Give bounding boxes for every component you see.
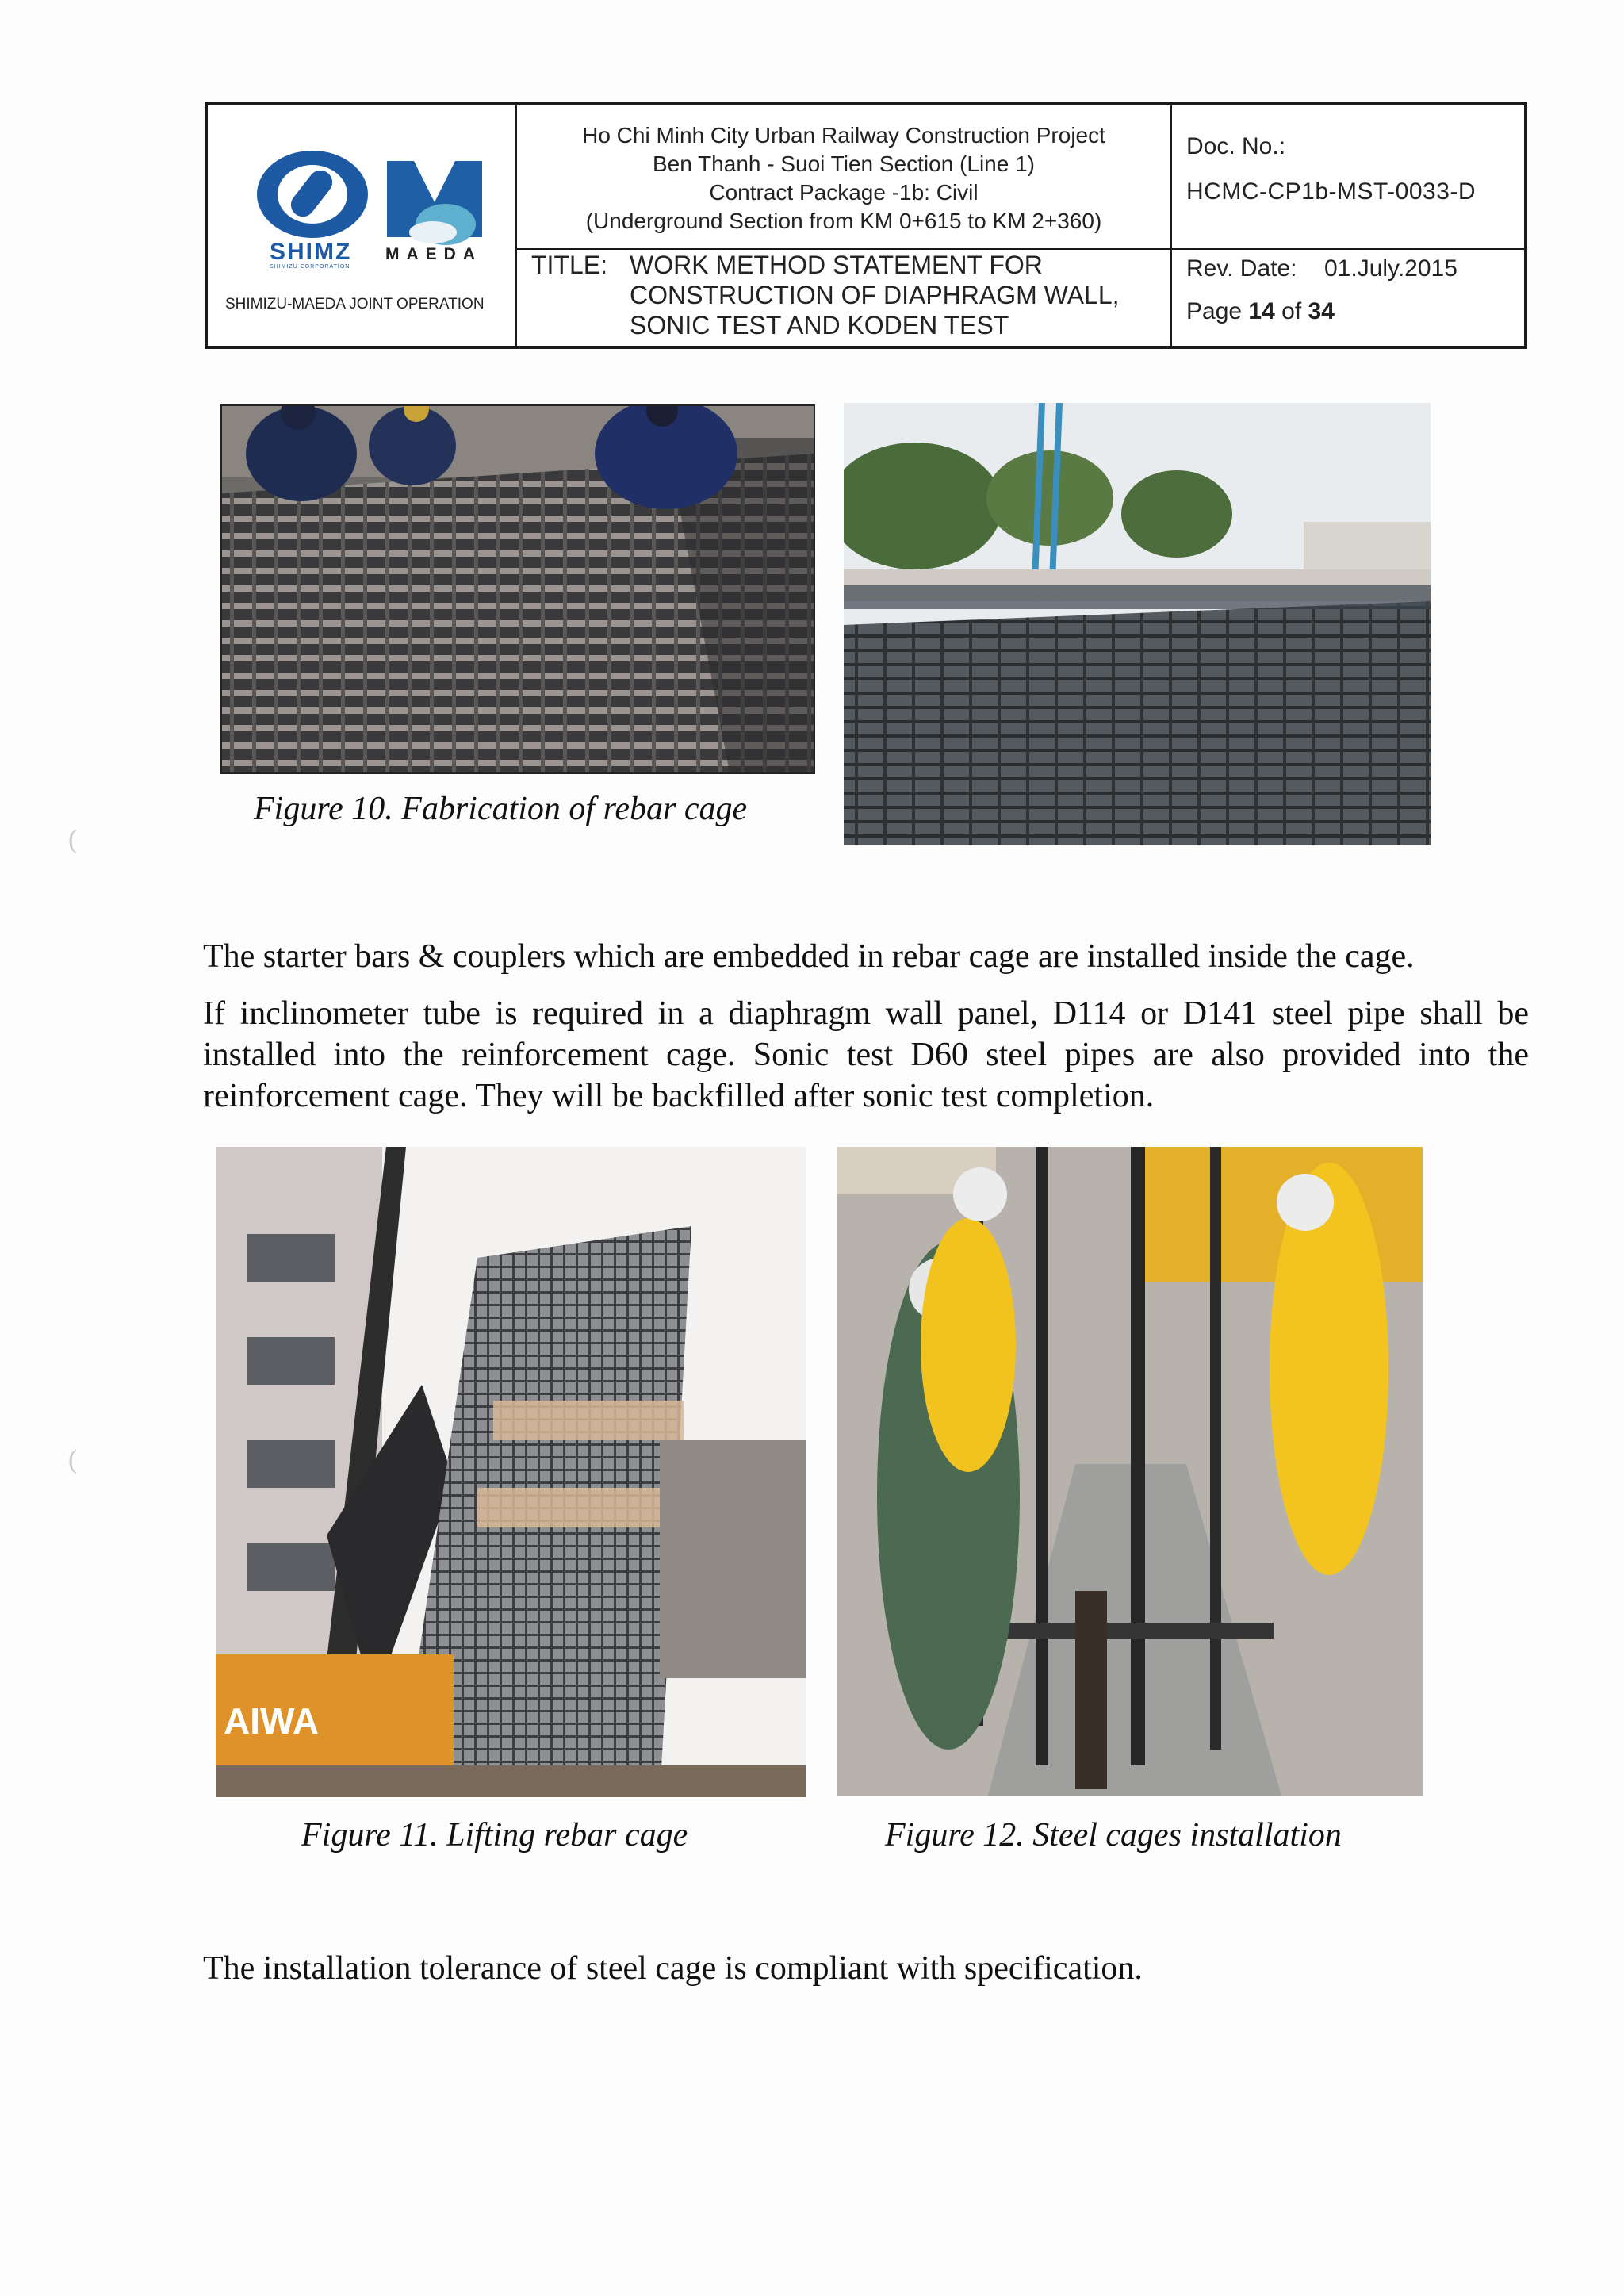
project-line: Ben Thanh - Suoi Tien Section (Line 1) xyxy=(652,151,1035,176)
title-line: WORK METHOD STATEMENT FOR xyxy=(630,251,1043,279)
revision-cell xyxy=(1172,250,1524,346)
page-of: of xyxy=(1281,298,1302,324)
doc-number-label: Doc. No.: xyxy=(1186,133,1286,159)
rev-date-value: 01.July.2015 xyxy=(1324,255,1457,282)
doc-number-value: HCMC-CP1b-MST-0033-D xyxy=(1186,178,1477,205)
logo-cell xyxy=(208,105,515,346)
scan-mark: ( xyxy=(68,1445,78,1474)
crane-label: AIWA xyxy=(224,1700,320,1742)
document-title xyxy=(630,250,1120,340)
shimizu-subtext: SHIMIZU CORPORATION xyxy=(270,264,350,270)
project-line: (Underground Section from KM 0+615 to KM 2+360) xyxy=(585,209,1102,233)
paragraph-inclinometer: If inclinometer tube is required in a diaphragm wall panel, D114 or D141 steel pipe shall be installed into the reinforcement cage. Sonic test D60 steel pipes are also provided into the reinforcement cage. They will be backfilled after sonic test completion. xyxy=(203,995,1529,1114)
page-current: 14 xyxy=(1248,298,1275,324)
project-line: Ho Chi Minh City Urban Railway Construction Project xyxy=(582,123,1105,148)
figure-10-caption: Figure 10. Fabrication of rebar cage xyxy=(254,791,748,827)
doc-number-cell xyxy=(1172,105,1524,248)
project-line: Contract Package -1b: Civil xyxy=(709,180,979,205)
page-number xyxy=(1186,298,1335,325)
scan-mark: ( xyxy=(68,825,78,854)
paragraph-installation-tolerance: The installation tolerance of steel cage is compliant with specification. xyxy=(203,1950,1143,1987)
title-label: TITLE: xyxy=(531,251,608,279)
page-total: 34 xyxy=(1308,298,1335,324)
lifting-rebar-cage-photo xyxy=(216,1147,806,1797)
rebar-cage-fabrication-photo-1 xyxy=(220,404,815,774)
joint-operation-name: SHIMIZU-MAEDA JOINT OPERATION xyxy=(225,296,485,312)
figure-12-caption: Figure 12. Steel cages installation xyxy=(885,1817,1342,1853)
maeda-logo-icon xyxy=(387,156,482,259)
maeda-wordmark: MAEDA xyxy=(385,245,482,263)
figure-11-caption: Figure 11. Lifting rebar cage xyxy=(301,1817,688,1853)
paragraph-starter-bars: The starter bars & couplers which are embedded in rebar cage are installed inside the cage. xyxy=(203,938,1415,975)
project-info-cell xyxy=(517,105,1170,248)
document-header-table xyxy=(205,102,1527,349)
page-prefix: Page xyxy=(1186,298,1243,324)
title-line: CONSTRUCTION OF DIAPHRAGM WALL, xyxy=(630,281,1120,309)
steel-cage-installation-photo xyxy=(837,1147,1423,1796)
rev-date-label: Rev. Date: xyxy=(1186,255,1297,282)
rebar-cage-fabrication-photo-2 xyxy=(844,403,1431,845)
title-line: SONIC TEST AND KODEN TEST xyxy=(630,311,1009,339)
document-title-cell xyxy=(517,250,1170,346)
shimizu-wordmark: SHIMZ xyxy=(270,239,352,265)
